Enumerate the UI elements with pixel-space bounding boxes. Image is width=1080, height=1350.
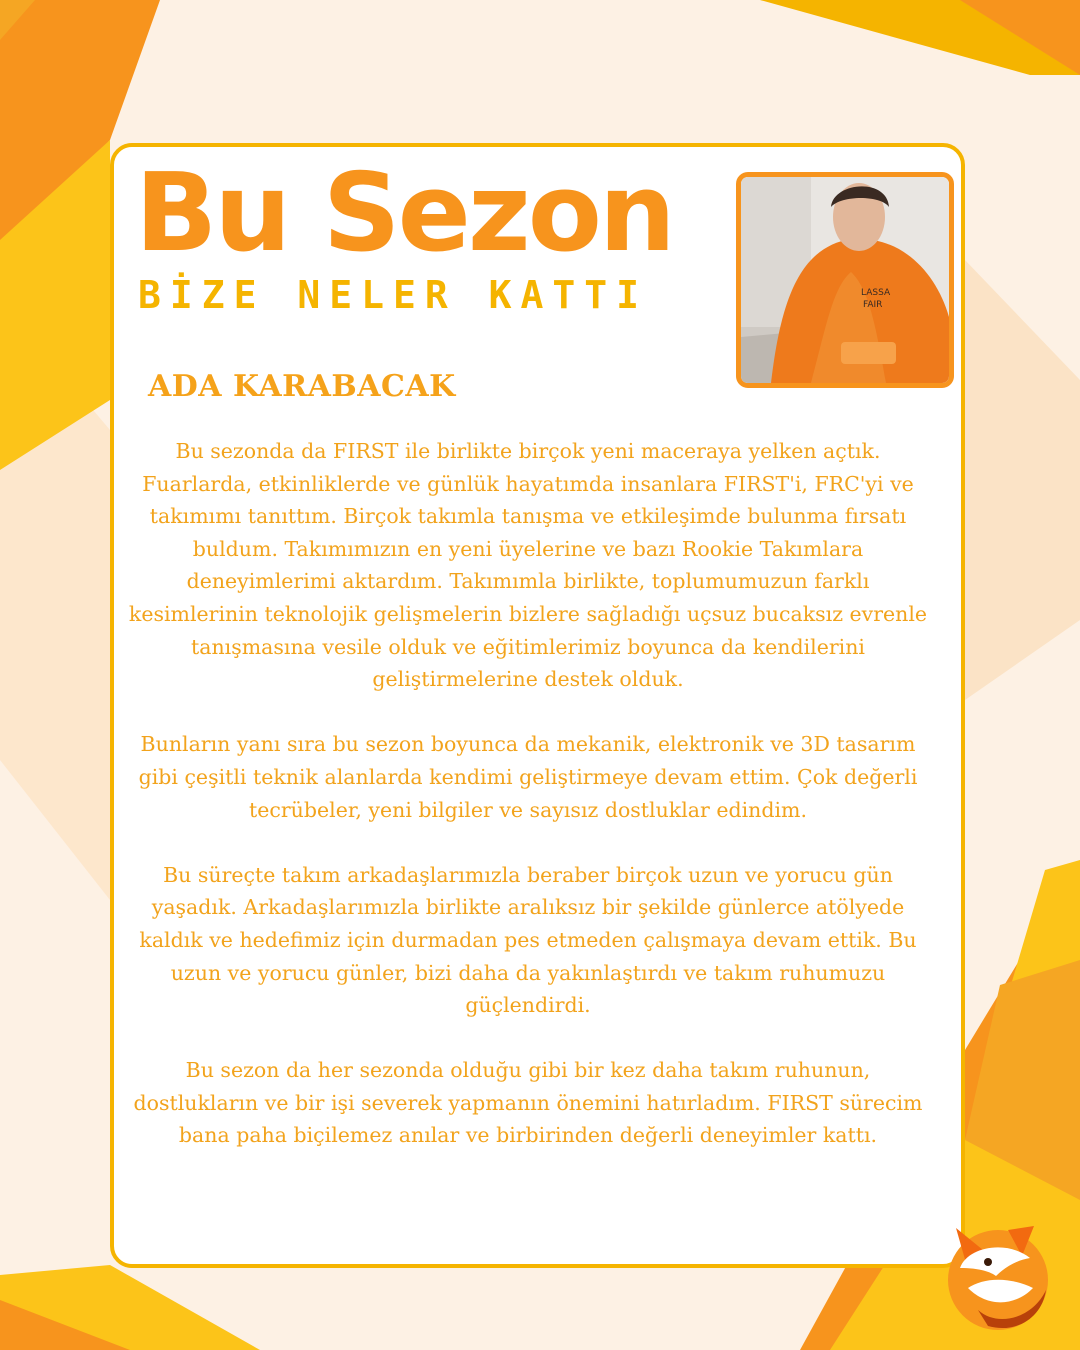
hoodie-text-line-2: FAIR	[863, 300, 883, 310]
fox-logo-icon	[938, 1218, 1058, 1333]
person-name: ADA KARABACAK	[148, 369, 456, 404]
paragraph-3: Bu süreçte takım arkadaşlarımızla beraber birçok uzun ve yorucu gün yaşadık. Arkadaşlarımızla birlikte aralıksız bir şekilde günlerce atölyede kaldık ve hedefimiz için durmadan pes etmeden çalışmaya devam ettik. Bu uzun ve yorucu günler, bizi daha da yakınlaştırdı ve takım ruhumuzu güçlendirdi.	[139, 862, 917, 1018]
profile-photo	[736, 172, 954, 388]
page-subtitle: BİZE NELER KATTI	[138, 273, 649, 317]
body-text	[128, 435, 928, 1185]
hoodie-text-line-1: LASSA	[861, 288, 891, 298]
paragraph-4: Bu sezon da her sezonda olduğu gibi bir kez daha takım ruhunun, dostlukların ve bir işi severek yapmanın önemini hatırladım. FIRST sürecim bana paha biçilemez anılar ve birbirinden değerli deneyimler kattı.	[133, 1058, 923, 1148]
paragraph-1: Bu sezonda da FIRST ile birlikte birçok yeni maceraya yelken açtık. Fuarlarda, etkinliklerde ve günlük hayatımda insanlara FIRST'i, FRC'yi ve takımımı tanıttım. Birçok takımla tanışma ve etkileşimde bulunma fırsatı buldum. Takımımızın en yeni üyelerine ve bazı Rookie Takımlara deneyimlerimi aktardım. Takımımla birlikte, toplumumuzun farklı kesimlerinin teknolojik gelişmelerin bizlere sağladığı uçsuz bucaksız evrenle tanışmasına vesile olduk ve eğitimlerimiz boyunca da kendilerini geliştirmelerine destek olduk.	[128, 439, 928, 692]
paragraph-2: Bunların yanı sıra bu sezon boyunca da mekanik, elektronik ve 3D tasarım gibi çeşitli teknik alanlarda kendimi geliştirmeye devam ettim. Çok değerli tecrübeler, yeni bilgiler ve sayısız dostluklar edindim.	[138, 732, 918, 822]
page-title: Bu Sezon	[135, 151, 673, 276]
